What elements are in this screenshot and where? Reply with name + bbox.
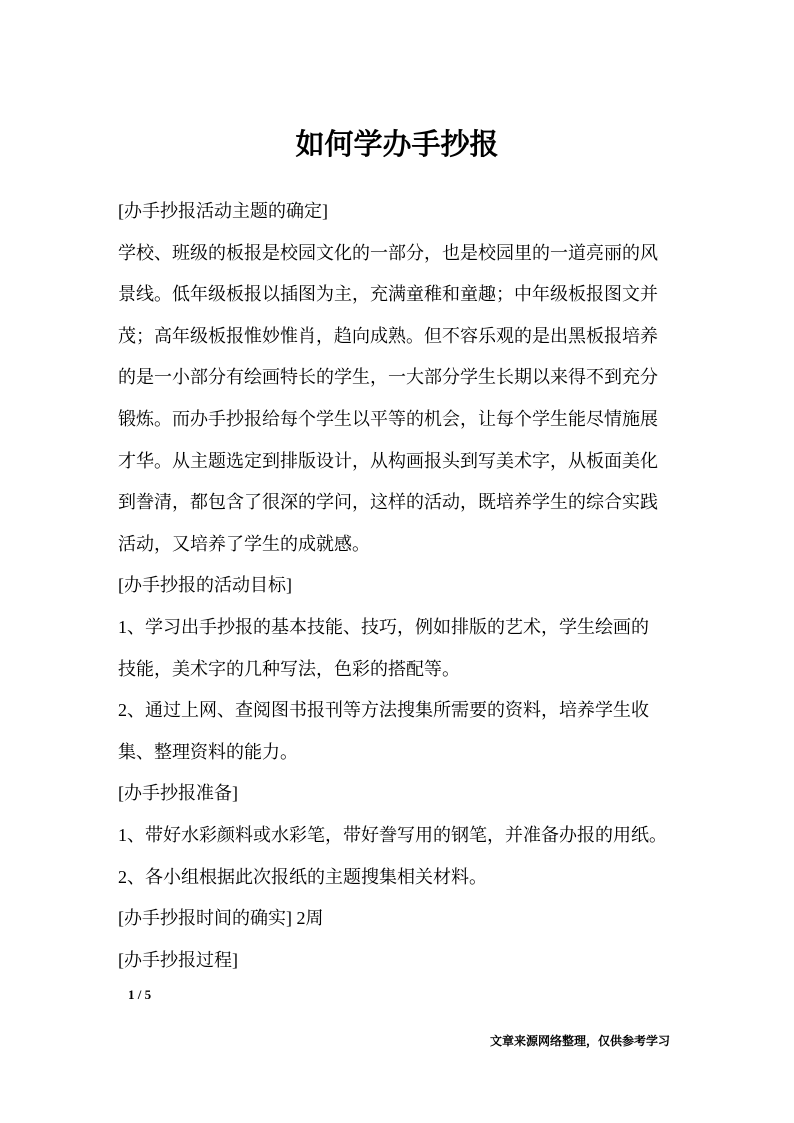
section-heading: [办手抄报准备] [118,783,238,804]
paragraph-line: 茂；高年级板报惟妙惟肖，趋向成熟。但不容乐观的是出黑板报培养 [118,325,658,346]
source-note: 文章来源网络整理，仅供参考学习 [490,1034,671,1048]
paragraph-line: 学校、班级的板报是校园文化的一部分，也是校园里的一道亮丽的风 [118,242,658,263]
paragraph-line: 才华。从主题选定到排版设计，从构画报头到写美术字，从板面美化 [118,450,658,471]
paragraph-line: 的是一小部分有绘画特长的学生，一大部分学生长期以来得不到充分 [118,367,658,388]
paragraph-line: 景线。低年级板报以插图为主，充满童稚和童趣；中年级板报图文并 [118,284,658,305]
list-item-line: 技能，美术字的几种写法，色彩的搭配等。 [118,658,460,679]
page-number: 1 / 5 [128,987,152,1002]
list-item-line: 1、学习出手抄报的基本技能、技巧，例如排版的艺术，学生绘画的 [118,616,649,637]
document-body [118,191,718,981]
section-heading: [办手抄报过程] [118,949,238,970]
section-heading: [办手抄报时间的确实] 2周 [118,908,324,929]
paragraph-line: 活动，又培养了学生的成就感。 [118,533,370,554]
section-heading: [办手抄报的活动目标] [118,575,292,596]
section-heading: [办手抄报活动主题的确定] [118,201,328,221]
list-item-line: 2、各小组根据此次报纸的主题搜集相关材料。 [118,866,487,887]
list-item-line: 集、整理资料的能力。 [118,741,298,762]
paragraph-line: 锻炼。而办手抄报给每个学生以平等的机会，让每个学生能尽情施展 [118,408,658,429]
paragraph-line: 到誊清，都包含了很深的学问，这样的活动，既培养学生的综合实践 [118,492,658,513]
list-item-line: 1、带好水彩颜料或水彩笔，带好誊写用的钢笔，并准备办报的用纸。 [118,824,667,845]
list-item-line: 2、通过上网、查阅图书报刊等方法搜集所需要的资料，培养学生收 [118,700,649,721]
page-title: 如何学办手抄报 [295,129,499,161]
